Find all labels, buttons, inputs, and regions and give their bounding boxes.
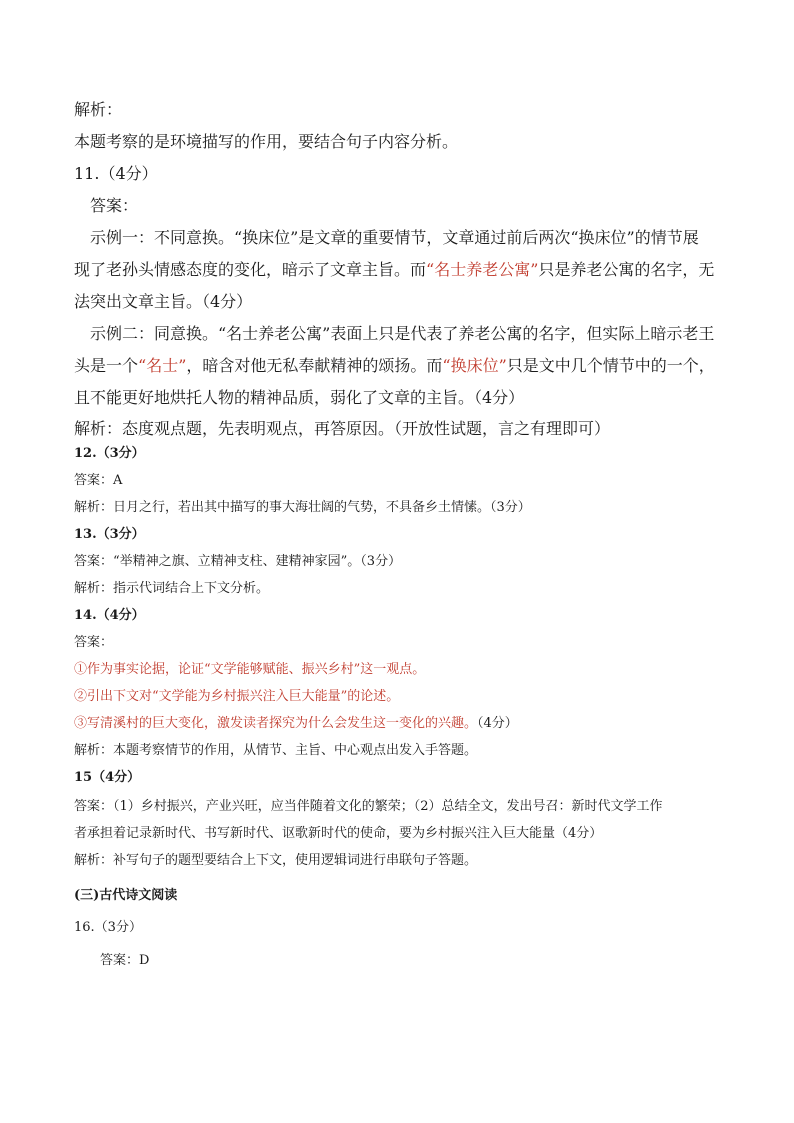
answer-text: 答案：A [74, 473, 123, 488]
question-13-heading: 13.（3分） [74, 527, 145, 542]
analysis-label: 解析： [74, 100, 123, 119]
example-two-line: 示例二：同意换。“名士养老公寓”表面上只是代表了养老公寓的名字，但实际上暗示老王 [90, 324, 715, 343]
text-span: 只是文中几个情节中的一个， [506, 356, 715, 375]
highlight-span: “名士” [138, 356, 187, 375]
highlight-span: ③写清溪村的巨大变化，激发读者探究为什么会发生这一变化的兴趣。 [74, 716, 478, 731]
example-one-line: 示例一：不同意换。“换床位”是文章的重要情节，文章通过前后两次“换床位”的情节展 [90, 228, 699, 247]
text-span: ，暗含对他无私奉献精神的颂扬。而 [186, 356, 443, 375]
question-12-heading: 12.（3分） [74, 446, 145, 461]
analysis-text: 本题考察的是环境描写的作用，要结合句子内容分析。 [74, 132, 459, 151]
example-one-line [74, 262, 714, 278]
answer-text: 答案：“举精神之旗、立精神支柱、建精神家园”。（3分） [74, 554, 402, 569]
text-span: 现了老孙头情感态度的变化，暗示了文章主旨。而 [74, 260, 427, 279]
section-heading: (三)古代诗文阅读 [74, 888, 178, 903]
answer-point-3 [74, 717, 518, 730]
analysis-text: 解析：态度观点题，先表明观点，再答原因。（开放性试题，言之有理即可） [74, 419, 611, 438]
analysis-text: 解析：本题考察情节的作用，从情节、主旨、中心观点出发入手答题。 [74, 743, 478, 758]
answer-label: 答案： [74, 635, 114, 650]
question-15-heading: 15（4分） [74, 770, 141, 785]
answer-text: 答案：D [100, 953, 150, 968]
question-11-heading: 11.（4分） [74, 164, 158, 183]
text-span: 只是养老公寓的名字，无 [538, 260, 715, 279]
analysis-text: 解析：指示代词结合上下文分析。 [74, 581, 270, 596]
answer-point-2: ②引出下文对“文学能为乡村振兴注入巨大能量”的论述。 [74, 689, 400, 704]
question-16-heading: 16.（3分） [74, 920, 142, 935]
example-one-line: 法突出文章主旨。（4分） [74, 292, 253, 311]
highlight-span: “名士养老公寓” [426, 260, 539, 279]
question-14-heading: 14.（4分） [74, 608, 145, 623]
answer-label: 答案： [90, 196, 139, 215]
example-two-line [74, 358, 715, 374]
answer-text: 者承担着记录新时代、书写新时代、讴歌新时代的使命，要为乡村振兴注入巨大能量（4分） [74, 826, 603, 841]
analysis-text: 解析：日月之行，若出其中描写的事大海壮阔的气势，不具备乡土情愫。（3分） [74, 500, 531, 515]
answer-point-1: ①作为事实论据，论证“文学能够赋能、振兴乡村”这一观点。 [74, 662, 426, 677]
highlight-span: “换床位” [442, 356, 507, 375]
analysis-text: 解析：补写句子的题型要结合上下文，使用逻辑词进行串联句子答题。 [74, 853, 478, 868]
example-two-line: 且不能更好地烘托人物的精神品质，弱化了文章的主旨。（4分） [74, 388, 525, 407]
text-span: （4分） [477, 716, 518, 731]
text-span: 头是一个 [74, 356, 139, 375]
answer-text: 答案：（1）乡村振兴，产业兴旺，应当伴随着文化的繁荣；（2）总结全文，发出号召：新时代文学工作 [74, 799, 663, 814]
